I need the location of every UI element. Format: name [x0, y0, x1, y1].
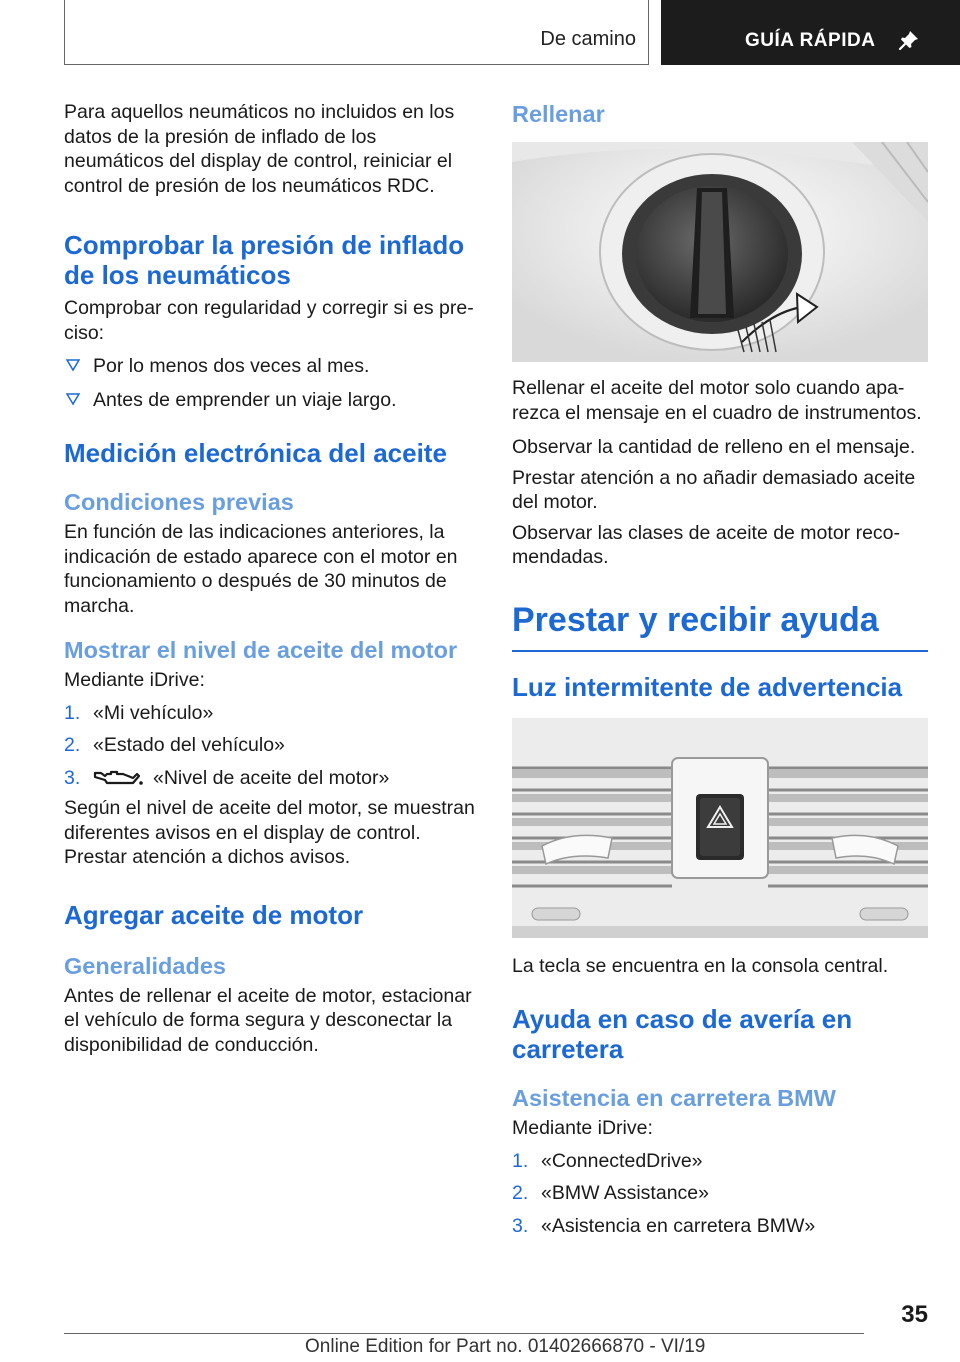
refill-text-1: Rellenar el aceite del motor solo cuando aparezca el mensaje en el cuadro de instrumentos.	[512, 377, 922, 424]
heading-refill: Rellenar	[512, 101, 605, 127]
refill-text-4: Observar las clases de aceite de motor recomendadas.	[512, 521, 901, 568]
list-item: Por lo menos dos veces al mes.	[64, 354, 478, 379]
show-oil-steps	[64, 701, 478, 791]
header-frame	[64, 0, 649, 65]
list-item: 3. «Nivel de aceite del motor»	[64, 766, 390, 789]
prerequisites-text: En función de las indicaciones anteriores, la indicación de estado aparece con el motor en funcionamiento o después de 30 minutos de marcha.	[64, 521, 458, 617]
section-title: De camino	[540, 28, 636, 50]
show-oil-intro: Mediante iDrive:	[64, 669, 205, 691]
heading-prerequisites: Condiciones previas	[64, 489, 294, 515]
oil-can-icon	[93, 767, 145, 787]
show-oil-text: Según el nivel de aceite del motor, se muestran diferentes avisos en el display de control. Prestar atención a dichos avisos.	[64, 797, 475, 868]
hazard-button-illustration	[512, 718, 928, 938]
heading-oil-measurement: Medición electrónica del aceite	[64, 438, 447, 468]
bmw-assistance-steps	[512, 1149, 928, 1239]
heading-bmw-assistance: Asistencia en carretera BMW	[512, 1085, 836, 1111]
heading-hazard-lights: Luz intermitente de advertencia	[512, 671, 903, 702]
bmw-assistance-intro: Mediante iDrive:	[512, 1117, 653, 1139]
heading-show-oil-level: Mostrar el nivel de aceite del motor	[64, 637, 458, 663]
intro-paragraph: Para aquellos neumáticos no incluidos en los datos de la presión de inflado de los neumáticos del display de control, reiniciar el control de presión de los neumáticos RDC.	[64, 101, 455, 197]
refill-text-2: Observar la cantidad de relleno en el mensaje.	[512, 436, 916, 458]
heading-general: Generalidades	[64, 952, 226, 979]
heading-add-oil: Agregar aceite de motor	[64, 899, 364, 930]
refill-text-3: Prestar atención a no añadir demasiado aceite del motor.	[512, 466, 916, 513]
list-item: 3. «Asistencia en carretera BMW»	[512, 1214, 816, 1237]
general-text: Antes de rellenar el aceite de motor, estacionar el vehículo de forma segura y desconectar la disponibilidad de conducción.	[64, 984, 472, 1056]
oil-filler-cap-photo	[512, 142, 928, 362]
right-column	[512, 100, 928, 1238]
edition-note: Online Edition for Part no. 01402666870 - VI/19	[305, 1336, 706, 1357]
quick-guide-tab-label: GUÍA RÁPIDA	[745, 30, 876, 51]
page-number: 35	[901, 1301, 928, 1328]
heading-help: Prestar y recibir ayuda	[512, 600, 928, 652]
pin-icon	[897, 28, 921, 52]
hazard-button-photo	[512, 718, 928, 938]
hazard-text: La tecla se encuentra en la consola central.	[512, 954, 889, 977]
list-item: 1. «Mi vehículo»	[64, 701, 214, 724]
check-pressure-text: Comprobar con regularidad y corregir si es preciso:	[64, 297, 474, 344]
footer-divider	[64, 1333, 864, 1334]
list-item: 2. «Estado del vehículo»	[64, 734, 285, 756]
left-column	[64, 100, 478, 1057]
heading-breakdown-help: Ayuda en caso de avería en carretera	[512, 1004, 853, 1064]
oil-filler-cap-illustration	[512, 142, 928, 362]
triangle-bullet-icon	[66, 358, 80, 372]
list-item: Antes de emprender un viaje largo.	[64, 388, 478, 413]
quick-guide-tab[interactable]	[661, 0, 960, 65]
heading-check-pressure: Comprobar la presión de inflado de los neumáticos	[64, 230, 465, 290]
check-pressure-list	[64, 354, 478, 412]
list-item: 2. «BMW Assistance»	[512, 1182, 709, 1204]
list-item: 1. «ConnectedDrive»	[512, 1149, 703, 1172]
triangle-bullet-icon	[66, 392, 80, 406]
